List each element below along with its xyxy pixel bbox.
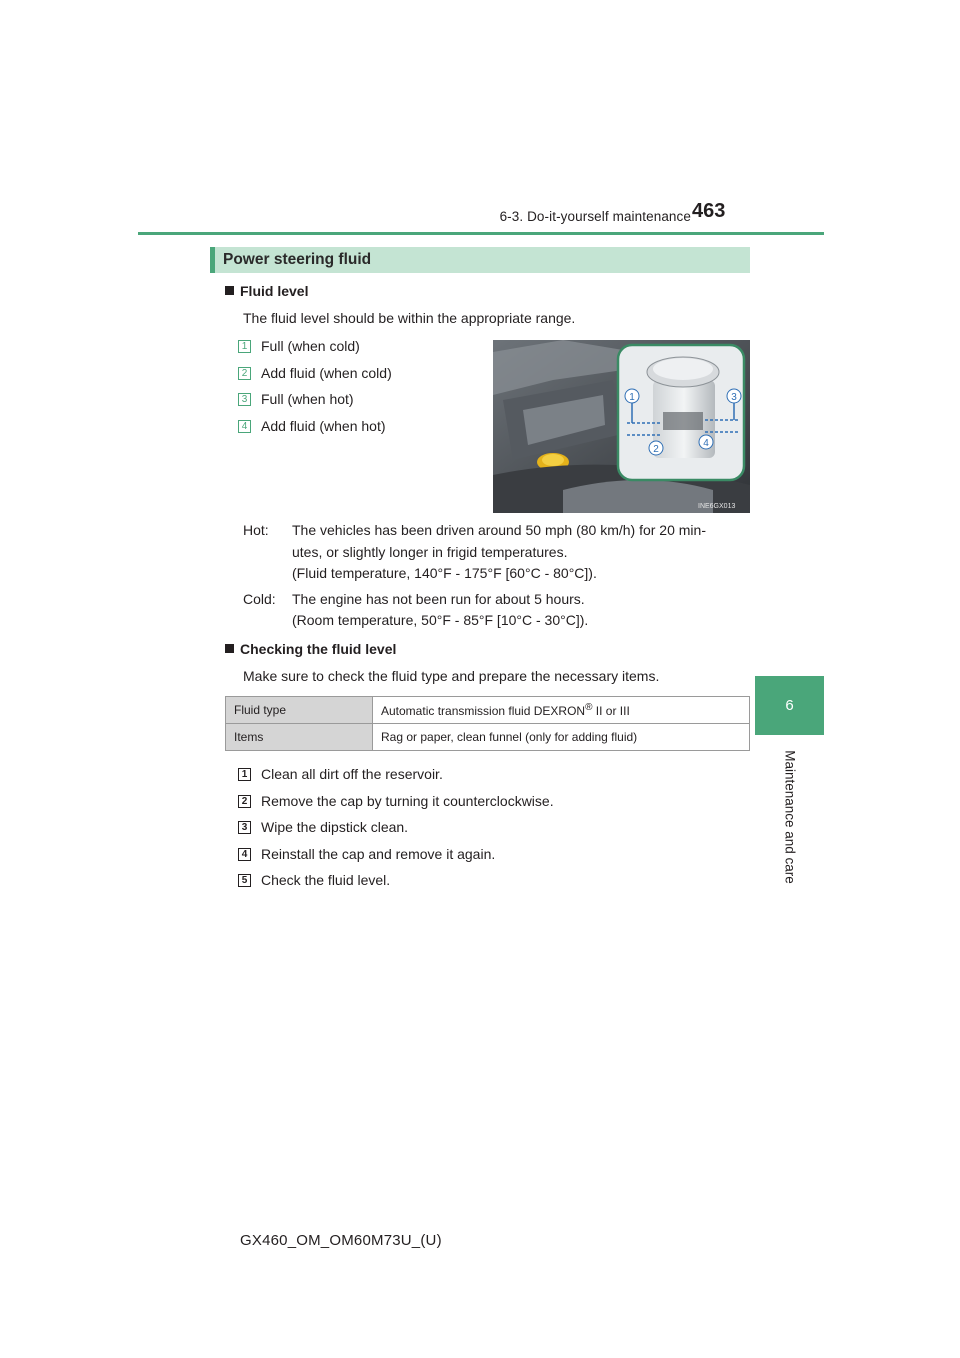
registered-mark: ® — [585, 702, 593, 713]
checking-intro: Make sure to check the fluid type and prepare the necessary items. — [243, 668, 660, 684]
step-marker-4: 4 — [238, 848, 251, 861]
table-label-items: Items — [226, 724, 373, 751]
fluid-type-value: Automatic transmission fluid DEXRON — [381, 704, 586, 718]
checking-heading-text: Checking the fluid level — [240, 641, 397, 657]
legend-marker-3: 3 — [238, 393, 251, 406]
fluid-info-table — [225, 696, 750, 751]
header-divider — [138, 232, 824, 235]
checking-heading — [225, 641, 396, 657]
illustration-code: INE6GX013 — [698, 503, 736, 510]
step-marker-3: 3 — [238, 821, 251, 834]
square-bullet-icon — [225, 644, 234, 653]
fluid-type-suffix: II or III — [592, 704, 630, 718]
engine-bay-illustration — [493, 340, 750, 513]
square-bullet-icon — [225, 286, 234, 295]
hot-label: Hot: — [243, 522, 269, 538]
svg-text:3: 3 — [731, 392, 737, 403]
step-text-3: Wipe the dipstick clean. — [261, 819, 409, 835]
section-title: Power steering fluid — [223, 251, 372, 268]
section-title-box — [210, 247, 750, 273]
step-marker-1: 1 — [238, 768, 251, 781]
table-row — [226, 697, 750, 724]
fluid-level-heading — [225, 283, 308, 299]
legend-label-3: Full (when hot) — [261, 391, 354, 407]
running-header-section: 6-3. Do-it-yourself maintenance — [499, 209, 691, 224]
step-marker-2: 2 — [238, 795, 251, 808]
step-marker-5: 5 — [238, 874, 251, 887]
page-number: 463 — [692, 200, 726, 222]
chapter-title: Maintenance and care — [782, 750, 798, 884]
legend-label-2: Add fluid (when cold) — [261, 365, 392, 381]
legend-marker-1: 1 — [238, 340, 251, 353]
fluid-level-intro: The fluid level should be within the appropriate range. — [243, 310, 576, 326]
table-value-fluid-type — [373, 697, 750, 724]
legend-label-4: Add fluid (when hot) — [261, 418, 386, 434]
step-text-2: Remove the cap by turning it counterclockwise. — [261, 793, 554, 809]
section-title-accent — [210, 247, 215, 273]
legend-marker-2: 2 — [238, 367, 251, 380]
chapter-side-title — [736, 752, 844, 882]
hot-line-2: utes, or slightly longer in frigid temperatures. — [292, 544, 568, 560]
cold-label: Cold: — [243, 591, 276, 607]
reservoir-diagram — [493, 340, 750, 513]
table-value-items: Rag or paper, clean funnel (only for adding fluid) — [373, 724, 750, 751]
step-text-5: Check the fluid level. — [261, 872, 391, 888]
chapter-number: 6 — [785, 697, 794, 714]
hot-line-3: (Fluid temperature, 140°F - 175°F [60°C - 80°C]). — [292, 565, 597, 581]
fluid-level-heading-text: Fluid level — [240, 283, 309, 299]
svg-text:1: 1 — [629, 392, 635, 403]
document-code: GX460_OM_OM60M73U_(U) — [240, 1232, 442, 1249]
table-row — [226, 724, 750, 751]
svg-text:2: 2 — [653, 444, 659, 455]
cold-line-1: The engine has not been run for about 5 hours. — [292, 591, 585, 607]
legend-marker-4: 4 — [238, 420, 251, 433]
chapter-tab — [755, 676, 824, 735]
table-label-fluid-type: Fluid type — [226, 697, 373, 724]
legend-label-1: Full (when cold) — [261, 338, 360, 354]
svg-text:4: 4 — [703, 438, 709, 449]
cold-line-2: (Room temperature, 50°F - 85°F [10°C - 30°C]). — [292, 612, 589, 628]
step-text-4: Reinstall the cap and remove it again. — [261, 846, 496, 862]
hot-line-1: The vehicles has been driven around 50 mph (80 km/h) for 20 min- — [292, 522, 706, 538]
step-text-1: Clean all dirt off the reservoir. — [261, 766, 443, 782]
